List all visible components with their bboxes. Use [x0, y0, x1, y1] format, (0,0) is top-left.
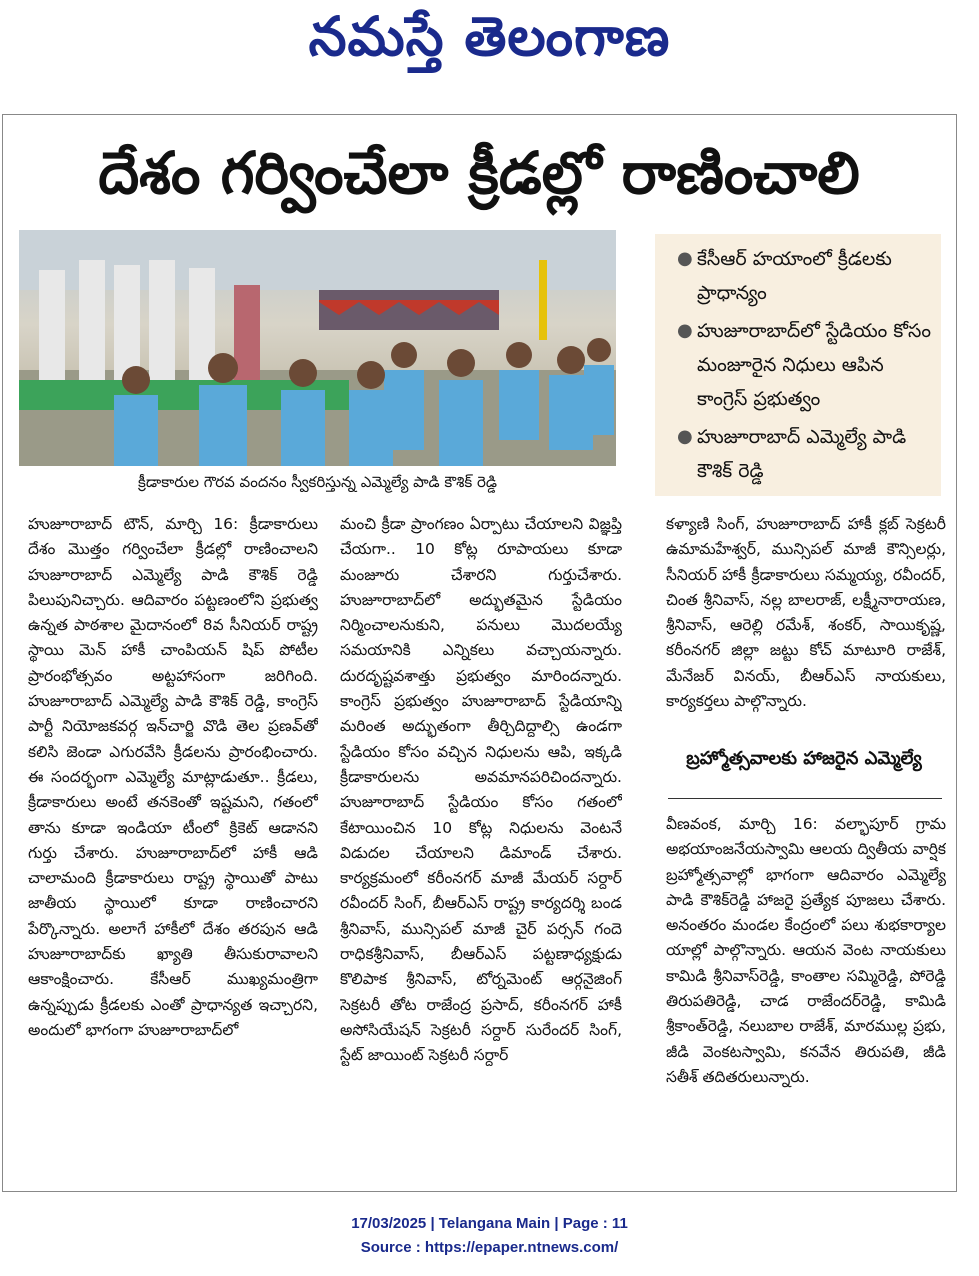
footer-source-link[interactable]: Source : https://epaper.ntnews.com/: [360, 1239, 619, 1256]
bullet-icon: ●: [677, 248, 693, 269]
article-column-1: [28, 512, 318, 1172]
body-text: మంచి క్రీడా ప్రాంగణం ఏర్పాటు చేయాలని విజ్ఞప్తి చేయగా.. 10 కోట్ల రూపాయలు కూడా మంజూరు చేశారని గుర్తుచేశారు. హుజూరాబాద్‌లో అద్భుతమైన స్టేడియం నిర్మించాలనుకుని, పనులు మొదలయ్యే సమయానికి ఎన్నికలు వచ్చాయన్నారు. దురదృష్టవశాత్తు ప్రభుత్వం మారిందన్నారు. కాంగ్రెస్ ప్రభుత్వం హుజూరాబాద్ స్టేడియాన్ని మరింత అద్భుతంగా తీర్చిదిద్దాల్సి ఉండగా స్టేడియం కోసం వచ్చిన నిధులను ఆపి, ఇక్కడి క్రీడాకారులను అవమానపరిచిందన్నారు. హుజూరాబాద్ స్టేడియం కోసం గతంలో కేటాయించిన 10 కోట్ల నిధులను వెంటనే విడుదల చేయాలని డిమాండ్ చేశారు. కార్యక్రమంలో కరీంనగర్ మాజీ మేయర్ సర్దార్ రవీందర్ సింగ్, బీఆర్‌ఎస్ రాష్ట్ర కార్యదర్శి బండ శ్రీనివాస్, మున్సిపల్ మాజీ చైర్ పర్సన్ గందె రాధికశ్రీనివాస్, బీఆర్‌ఎస్ పట్టణాధ్యక్షుడు కొలిపాక శ్రీనివాస్, టోర్నమెంట్ ఆర్గనైజింగ్ సెక్రటరీ తోట రాజేంద్ర ప్రసాద్, కరీంనగర్ హాకీ అసోసియేషన్ సెక్రటరీ సర్దార్ సురేందర్ సింగ్, స్టేట్ జాయింట్ సెక్రటరీ సర్దార్: [340, 515, 622, 1065]
page-footer: [0, 1212, 979, 1260]
article-headline: దేశం గర్వించేలా క్రీడల్లో రాణించాలి: [98, 139, 860, 207]
photo-illustration: [19, 230, 616, 466]
highlights-box: [655, 234, 941, 496]
article-photo: [19, 230, 616, 466]
newspaper-logo: నమస్తే తెలంగాణ: [308, 4, 671, 68]
article-column-2: [340, 512, 622, 1172]
sub-article-body: [666, 812, 946, 1172]
article-column-3: [666, 512, 946, 754]
bullet-icon: ●: [677, 426, 693, 447]
bullet-icon: ●: [677, 320, 693, 341]
highlight-text: హుజూరాబాద్ ఎమ్మెల్యే పాడి కౌశిక్ రెడ్డి: [697, 426, 907, 482]
highlight-text: కేసీఆర్ హయాంలో క్రీడలకు ప్రాధాన్యం: [697, 248, 892, 304]
highlight-item: [665, 420, 935, 488]
highlight-item: [665, 242, 935, 310]
highlights-list: [655, 234, 941, 488]
body-text: కళ్యాణి సింగ్, హుజూరాబాద్ హాకీ క్లబ్ సెక్రటరీ ఉమామహేశ్వర్, మున్సిపల్ మాజీ కౌన్సిలర్లు, సీనియర్ హాకీ క్రీడాకారులు సమ్మయ్య, రవీందర్, చింత శ్రీనివాస్, నల్ల బాలరాజ్, లక్ష్మీనారాయణ, శ్రీనివాస్, ఆరెల్లి రమేశ్, శంకర్, సాయికృష్ణ, కరీంనగర్ జిల్లా జట్టు కోచ్ మాటూరి రాజేశ్, మేనేజర్ వినయ్, బీఆర్‌ఎస్ నాయకులు, కార్యకర్తలు పాల్గొన్నారు.: [666, 515, 946, 711]
highlight-text: హుజూరాబాద్‌లో స్టేడియం కోసం మంజూరైన నిధులు ఆపిన కాంగ్రెస్ ప్రభుత్వం: [697, 320, 931, 410]
sub-article-headline: బ్రహ్మోత్సవాలకు హాజరైన ఎమ్మెల్యే: [686, 748, 922, 769]
masthead: [0, 0, 979, 100]
divider: [668, 798, 942, 799]
body-text: హుజూరాబాద్ టౌన్, మార్చి 16: క్రీడాకారులు దేశం మొత్తం గర్వించేలా క్రీడల్లో రాణించాలని హుజూరాబాద్ ఎమ్మెల్యే పాడి కౌశిక్ రెడ్డి పిలుపునిచ్చారు. ఆదివారం పట్టణంలోని ప్రభుత్వ ఉన్నత పాఠశాల మైదానంలో 8వ సీనియర్ రాష్ట్ర స్థాయి మెన్ హాకీ చాంపియన్ షిప్ పోటీల ప్రారంభోత్సవం అట్టహాసంగా జరిగింది. హుజూరాబాద్ ఎమ్మెల్యే పాడి కౌశిక్ రెడ్డి, కాంగ్రెస్ పార్టీ నియోజకవర్గ ఇన్‌చార్జి వొడి తెల ప్రణవ్‌తో కలిసి జెండా ఎగురవేసి క్రీడలను ప్రారంభించారు. ఈ సందర్భంగా ఎమ్మెల్యే మాట్లాడుతూ.. క్రీడలు, క్రీడాకారులు అంటే తనకెంతో ఇష్టమని, గతంలో తాను కూడా ఇండియా టీంలో క్రికెట్ ఆడానని గుర్తు చేశారు. హుజూరాబాద్‌లో హాకీ ఆడి చాలామంది క్రీడాకారులు రాష్ట్ర స్థాయితో పాటు జాతీయ స్థాయిలో కూడా రాణించారని పేర్కొన్నారు. అలాగే హాకీలో దేశం తరపున ఆడి హుజూరాబాద్‌కు ఖ్యాతి తీసుకురావాలని ఆకాంక్షించారు. కేసీఆర్ ముఖ్యమంత్రిగా ఉన్నప్పుడు క్రీడలకు ఎంతో ప్రాధాన్యత ఇచ్చారని, అందులో భాగంగా హుజూరాబాద్‌లో: [28, 515, 318, 1039]
body-text: వీణవంక, మార్చి 16: వల్భాపూర్ గ్రామ అభయాంజనేయస్వామి ఆలయ ద్వితీయ వార్షిక బ్రహ్మోత్సవాల్లో భాగంగా ఆదివారం ఎమ్మెల్యే పాడి కౌశిక్‌రెడ్డి హాజరై ప్రత్యేక పూజలు చేశారు. అనంతరం మండల కేంద్రంలో పలు శుభకార్యాల యాల్లో పాల్గొన్నారు. ఆయన వెంట నాయకులు కామిడి శ్రీనివాస్‌రెడ్డి, కాంతాల సమ్మిరెడ్డి, పోరెడ్డి తిరుపతిరెడ్డి, చాడ రాజేందర్‌రెడ్డి, కామిడి శ్రీకాంత్‌రెడ్డి, నలుబాల రాజేశ్, మారముల్ల ప్రభు, జీడి వెంకటస్వామి, కనవేన తిరుపతి, జీడి సతీశ్ తదితరులున్నారు.: [666, 815, 946, 1086]
footer-date-page: 17/03/2025 | Telangana Main | Page : 11: [351, 1215, 628, 1232]
photo-caption: క్రీడాకారుల గౌరవ వందనం స్వీకరిస్తున్న ఎమ్మెల్యే పాడి కౌశిక్ రెడ్డి: [138, 473, 497, 491]
highlight-item: [665, 314, 935, 416]
